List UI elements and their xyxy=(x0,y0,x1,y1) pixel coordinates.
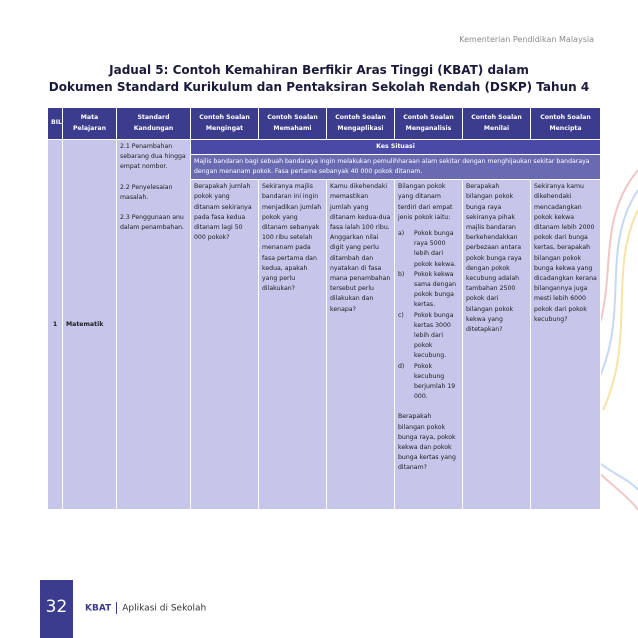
header-menganalisis: Contoh Soalan Menganalisis xyxy=(395,108,463,140)
footer-kbat: KBAT xyxy=(85,603,112,614)
header-mengaplikasi: Contoh Soalan Mengaplikasi xyxy=(327,108,395,140)
situasi-text: Majlis bandaran bagi sebuah bandaraya ingin melakukan pemulihharaan alam sekitar dengan menghijaukan sekitar bandaraya dengan menanam pokok. Fasa pertama sebanyak 40 000 pokok ditanam. xyxy=(191,155,601,180)
menganalisis-question: Berapakah bilangan pokok bunga raya, pokok kekwa dan pokok bunga kertas yang ditanam? xyxy=(398,413,456,472)
header-mencipta: Contoh Soalan Mencipta xyxy=(531,108,601,140)
cell-bil: 1 xyxy=(48,140,63,510)
option-key: b) xyxy=(398,270,405,278)
footer xyxy=(85,602,206,614)
question-memahami: Sekiranya majlis bandaran ini ingin menjadikan jumlah pokok yang ditanam sebanyak 100 ribu setelah menanam pada fasa pertama dan kedua, apakah yang perlu dilakukan? xyxy=(259,180,327,510)
page-title-line-1: Jadual 5: Contoh Kemahiran Berfikir Aras Tinggi (KBAT) dalam xyxy=(109,63,529,77)
standard-item: 2.3 Penggunaan anu dalam penambahan. xyxy=(120,214,185,232)
question-mengingat: Berapakah jumlah pokok yang ditanam sekiranya pada fasa kedua ditanam lagi 50 000 pokok? xyxy=(191,180,259,510)
standard-item: 2.2 Penyelesaian masalah. xyxy=(120,183,173,201)
option-text: Pokok bunga raya 5000 lebih dari pokok kekwa. xyxy=(414,230,456,268)
question-menganalisis xyxy=(395,180,463,510)
header-mata-pelajaran: Mata Pelajaran xyxy=(63,108,117,140)
kes-situasi-label: Kes Situasi xyxy=(191,140,601,155)
option-key: c) xyxy=(398,311,404,319)
footer-subtitle: Aplikasi di Sekolah xyxy=(122,603,207,614)
header-standard-kandungan: Standard Kandungan xyxy=(117,108,191,140)
page-number: 32 xyxy=(45,597,68,617)
footer-separator xyxy=(116,602,117,614)
kbat-table xyxy=(47,107,601,510)
ministry-header: Kementerian Pendidikan Malaysia xyxy=(459,35,594,44)
cell-mata-pelajaran: Matematik xyxy=(63,140,117,510)
header-mengingat: Contoh Soalan Mengingat xyxy=(191,108,259,140)
header-bil: BIL xyxy=(48,108,63,140)
option-text: Pokok kekwa sama dengan pokok bunga kertas. xyxy=(414,270,457,309)
table-header-row xyxy=(48,108,601,140)
question-menilai: Berapakah bilangan pokok bunga raya sekiranya pihak majlis bandaran berkehendakkan perbezaan antara pokok bunga raya dengan pokok kecubung adalah tambahan 2500 pokok dari bilangan pokok kekwa yang ditetapkan? xyxy=(463,180,531,510)
list-item xyxy=(398,270,459,311)
table-row xyxy=(48,140,601,155)
header-memahami: Contoh Soalan Memahami xyxy=(259,108,327,140)
standard-item: 2.1 Penambahan sebarang dua hingga empat nombor. xyxy=(120,143,186,171)
cell-standard-kandungan xyxy=(117,140,191,510)
list-item xyxy=(398,362,459,403)
list-item xyxy=(398,311,459,362)
header-menilai: Contoh Soalan Menilai xyxy=(463,108,531,140)
option-text: Pokok bunga kertas 3000 lebih dari pokok kecubung. xyxy=(414,311,454,360)
menganalisis-intro: Bilangan pokok yang ditanam terdiri dari empat jenis pokok iaitu: xyxy=(398,183,453,221)
option-key: a) xyxy=(398,230,405,238)
question-mengaplikasi: Kamu dikehendaki memastikan jumlah yang ditanam kedua-dua fasa ialah 100 ribu. Anggarkan nilai digit yang perlu ditambah dan nyatakan di fasa mana penambahan tersebut perlu dilakukan dan kenapa? xyxy=(327,180,395,510)
page-title-line-2: Dokumen Standard Kurikulum dan Pentaksiran Sekolah Rendah (DSKP) Tahun 4 xyxy=(48,80,590,94)
option-key: d) xyxy=(398,362,405,370)
option-text: Pokok kecubung berjumlah 19 000. xyxy=(414,362,456,401)
list-item xyxy=(398,229,459,270)
question-mencipta: Sekiranya kamu dikehendaki mencadangkan pokok kekwa ditanam lebih 2000 pokok dari bunga kertas, berapakah bilangan pokok bunga kekwa yang dicadangkan kerana bilangannya juga mesti lebih 6000 pokok dari pokok kecubung? xyxy=(531,180,601,510)
